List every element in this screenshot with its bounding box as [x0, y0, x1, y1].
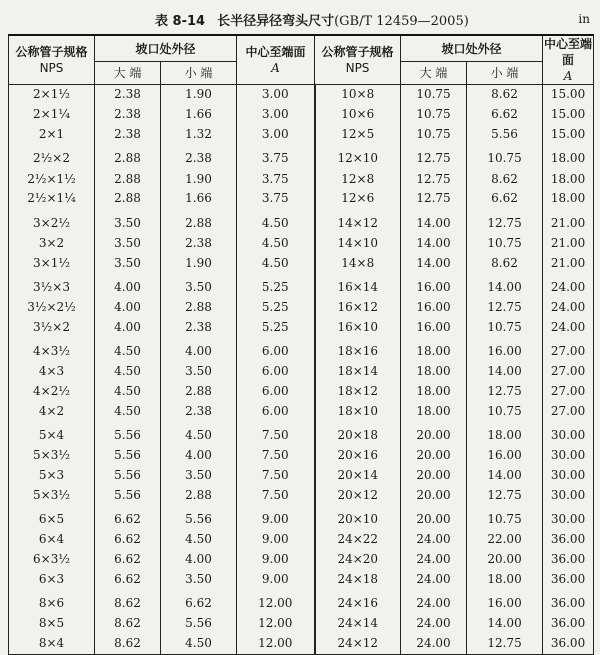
left-nps-cell: 2×1 — [9, 125, 95, 145]
right-center-to-end-cell: 21.00 — [543, 233, 594, 253]
left-center-to-end-cell: 9.00 — [237, 570, 315, 590]
table-row — [9, 634, 594, 655]
left-small-end-cell: 2.88 — [161, 298, 237, 318]
left-small-end-cell: 5.56 — [161, 505, 237, 530]
left-small-end-cell: 3.50 — [161, 362, 237, 382]
left-small-end-cell: 2.88 — [161, 382, 237, 402]
right-large-end-cell: 24.00 — [401, 530, 467, 550]
left-nps-cell: 4×2 — [9, 401, 95, 421]
right-large-end-cell: 16.00 — [401, 273, 467, 298]
left-center-to-end-cell: 9.00 — [237, 550, 315, 570]
unit-label: in — [578, 12, 590, 26]
left-small-end-cell: 2.38 — [161, 317, 237, 337]
right-center-to-end-cell: 36.00 — [543, 634, 594, 655]
left-center-to-end-cell: 7.50 — [237, 466, 315, 486]
left-center-to-end-cell: 7.50 — [237, 446, 315, 466]
left-center-to-end-cell: 6.00 — [237, 337, 315, 362]
right-nps-cell: 24×14 — [315, 614, 401, 634]
left-center-to-end-cell: 12.00 — [237, 589, 315, 614]
left-large-end-cell: 5.56 — [95, 421, 161, 446]
header-od-right: 坡口处外径 — [401, 35, 543, 62]
table-number: 表 8-14 — [155, 14, 206, 29]
left-nps-cell: 6×3½ — [9, 550, 95, 570]
left-nps-cell: 2×1¼ — [9, 105, 95, 125]
left-small-end-cell: 1.66 — [161, 189, 237, 209]
right-large-end-cell: 24.00 — [401, 570, 467, 590]
left-center-to-end-cell: 6.00 — [237, 382, 315, 402]
right-large-end-cell: 24.00 — [401, 614, 467, 634]
right-large-end-cell: 18.00 — [401, 382, 467, 402]
right-center-to-end-cell: 21.00 — [543, 209, 594, 234]
right-small-end-cell: 6.62 — [467, 189, 543, 209]
left-large-end-cell: 2.38 — [95, 85, 161, 105]
header-large-end-right: 大 端 — [401, 62, 467, 85]
left-center-to-end-cell: 6.00 — [237, 362, 315, 382]
right-small-end-cell: 12.75 — [467, 298, 543, 318]
right-center-to-end-cell: 30.00 — [543, 446, 594, 466]
table-row — [9, 85, 594, 105]
left-large-end-cell: 5.56 — [95, 485, 161, 505]
right-center-to-end-cell: 15.00 — [543, 125, 594, 145]
table-row — [9, 485, 594, 505]
left-large-end-cell: 6.62 — [95, 505, 161, 530]
left-large-end-cell: 4.50 — [95, 337, 161, 362]
right-small-end-cell: 22.00 — [467, 530, 543, 550]
right-center-to-end-cell: 18.00 — [543, 145, 594, 170]
left-center-to-end-cell: 3.00 — [237, 105, 315, 125]
table-row — [9, 169, 594, 189]
left-large-end-cell: 8.62 — [95, 634, 161, 655]
right-small-end-cell: 18.00 — [467, 570, 543, 590]
right-large-end-cell: 20.00 — [401, 446, 467, 466]
left-nps-cell: 5×3½ — [9, 446, 95, 466]
right-center-to-end-cell: 30.00 — [543, 485, 594, 505]
left-small-end-cell: 3.50 — [161, 466, 237, 486]
table-row — [9, 466, 594, 486]
left-center-to-end-cell: 3.75 — [237, 145, 315, 170]
right-center-to-end-cell: 18.00 — [543, 169, 594, 189]
left-nps-cell: 5×3 — [9, 466, 95, 486]
left-center-to-end-cell: 5.25 — [237, 298, 315, 318]
right-large-end-cell: 16.00 — [401, 298, 467, 318]
left-large-end-cell: 2.38 — [95, 125, 161, 145]
right-center-to-end-cell: 27.00 — [543, 337, 594, 362]
left-nps-cell: 8×6 — [9, 589, 95, 614]
left-large-end-cell: 8.62 — [95, 614, 161, 634]
right-small-end-cell: 14.00 — [467, 466, 543, 486]
right-center-to-end-cell: 24.00 — [543, 298, 594, 318]
right-large-end-cell: 10.75 — [401, 125, 467, 145]
right-small-end-cell: 16.00 — [467, 589, 543, 614]
right-large-end-cell: 18.00 — [401, 337, 467, 362]
right-nps-cell: 18×12 — [315, 382, 401, 402]
table-row — [9, 337, 594, 362]
left-nps-cell: 4×3½ — [9, 337, 95, 362]
right-center-to-end-cell: 27.00 — [543, 401, 594, 421]
table-row — [9, 550, 594, 570]
left-small-end-cell: 2.38 — [161, 145, 237, 170]
right-nps-cell: 20×12 — [315, 485, 401, 505]
right-small-end-cell: 16.00 — [467, 446, 543, 466]
right-small-end-cell: 10.75 — [467, 505, 543, 530]
left-nps-cell: 3½×3 — [9, 273, 95, 298]
table-row — [9, 614, 594, 634]
left-center-to-end-cell: 7.50 — [237, 421, 315, 446]
left-nps-cell: 3½×2½ — [9, 298, 95, 318]
left-nps-cell: 5×4 — [9, 421, 95, 446]
left-center-to-end-cell: 7.50 — [237, 485, 315, 505]
right-nps-cell: 24×12 — [315, 634, 401, 655]
left-center-to-end-cell: 9.00 — [237, 505, 315, 530]
right-nps-cell: 12×8 — [315, 169, 401, 189]
table-row — [9, 382, 594, 402]
left-large-end-cell: 3.50 — [95, 253, 161, 273]
table-caption — [0, 8, 600, 30]
left-small-end-cell: 3.50 — [161, 570, 237, 590]
left-large-end-cell: 3.50 — [95, 209, 161, 234]
right-nps-cell: 16×12 — [315, 298, 401, 318]
right-large-end-cell: 12.75 — [401, 189, 467, 209]
right-nps-cell: 18×16 — [315, 337, 401, 362]
left-large-end-cell: 6.62 — [95, 570, 161, 590]
left-large-end-cell: 3.50 — [95, 233, 161, 253]
left-center-to-end-cell: 3.75 — [237, 169, 315, 189]
right-center-to-end-cell: 36.00 — [543, 550, 594, 570]
left-large-end-cell: 4.50 — [95, 362, 161, 382]
right-nps-cell: 12×5 — [315, 125, 401, 145]
left-large-end-cell: 8.62 — [95, 589, 161, 614]
right-large-end-cell: 10.75 — [401, 85, 467, 105]
right-small-end-cell: 10.75 — [467, 145, 543, 170]
left-large-end-cell: 5.56 — [95, 446, 161, 466]
right-small-end-cell: 16.00 — [467, 337, 543, 362]
right-large-end-cell: 18.00 — [401, 401, 467, 421]
table-row — [9, 317, 594, 337]
right-small-end-cell: 8.62 — [467, 85, 543, 105]
right-nps-cell: 24×16 — [315, 589, 401, 614]
right-large-end-cell: 18.00 — [401, 362, 467, 382]
left-large-end-cell: 2.88 — [95, 145, 161, 170]
right-center-to-end-cell: 21.00 — [543, 253, 594, 273]
left-nps-cell: 3×1½ — [9, 253, 95, 273]
right-large-end-cell: 20.00 — [401, 505, 467, 530]
left-large-end-cell: 2.88 — [95, 189, 161, 209]
table-row — [9, 589, 594, 614]
left-large-end-cell: 6.62 — [95, 550, 161, 570]
right-nps-cell: 24×20 — [315, 550, 401, 570]
left-large-end-cell: 2.88 — [95, 169, 161, 189]
table-row — [9, 189, 594, 209]
right-center-to-end-cell: 36.00 — [543, 570, 594, 590]
table-row — [9, 145, 594, 170]
table-row — [9, 298, 594, 318]
left-nps-cell: 6×5 — [9, 505, 95, 530]
right-small-end-cell: 12.75 — [467, 485, 543, 505]
left-large-end-cell: 4.50 — [95, 382, 161, 402]
left-center-to-end-cell: 5.25 — [237, 317, 315, 337]
left-center-to-end-cell: 12.00 — [237, 634, 315, 655]
left-small-end-cell: 1.66 — [161, 105, 237, 125]
left-small-end-cell: 4.50 — [161, 530, 237, 550]
right-center-to-end-cell: 27.00 — [543, 362, 594, 382]
right-nps-cell: 24×22 — [315, 530, 401, 550]
right-center-to-end-cell: 18.00 — [543, 189, 594, 209]
left-large-end-cell: 2.38 — [95, 105, 161, 125]
left-center-to-end-cell: 9.00 — [237, 530, 315, 550]
right-small-end-cell: 10.75 — [467, 233, 543, 253]
right-small-end-cell: 12.75 — [467, 382, 543, 402]
table-row — [9, 105, 594, 125]
left-nps-cell: 3×2½ — [9, 209, 95, 234]
table-row — [9, 401, 594, 421]
right-center-to-end-cell: 15.00 — [543, 105, 594, 125]
right-large-end-cell: 14.00 — [401, 253, 467, 273]
left-nps-cell: 3½×2 — [9, 317, 95, 337]
right-small-end-cell: 12.75 — [467, 634, 543, 655]
left-large-end-cell: 6.62 — [95, 530, 161, 550]
table-row — [9, 505, 594, 530]
table-row — [9, 209, 594, 234]
right-large-end-cell: 24.00 — [401, 589, 467, 614]
left-center-to-end-cell: 6.00 — [237, 401, 315, 421]
right-small-end-cell: 5.56 — [467, 125, 543, 145]
right-small-end-cell: 14.00 — [467, 614, 543, 634]
right-nps-cell: 20×18 — [315, 421, 401, 446]
right-nps-cell: 14×12 — [315, 209, 401, 234]
left-nps-cell: 4×3 — [9, 362, 95, 382]
left-center-to-end-cell: 3.00 — [237, 85, 315, 105]
header-large-end-left: 大 端 — [95, 62, 161, 85]
right-nps-cell: 24×18 — [315, 570, 401, 590]
left-small-end-cell: 1.90 — [161, 253, 237, 273]
right-nps-cell: 20×14 — [315, 466, 401, 486]
right-center-to-end-cell: 30.00 — [543, 466, 594, 486]
header-small-end-left: 小 端 — [161, 62, 237, 85]
left-small-end-cell: 1.90 — [161, 85, 237, 105]
left-nps-cell: 6×3 — [9, 570, 95, 590]
right-large-end-cell: 10.75 — [401, 105, 467, 125]
left-nps-cell: 2½×1¼ — [9, 189, 95, 209]
right-center-to-end-cell: 36.00 — [543, 530, 594, 550]
left-small-end-cell: 2.38 — [161, 233, 237, 253]
table-row — [9, 421, 594, 446]
table-title-text: 长半径异径弯头尺寸 — [217, 14, 335, 29]
left-center-to-end-cell: 4.50 — [237, 209, 315, 234]
right-nps-cell: 20×10 — [315, 505, 401, 530]
right-nps-cell: 14×10 — [315, 233, 401, 253]
table-row — [9, 446, 594, 466]
table-row — [9, 530, 594, 550]
right-nps-cell: 14×8 — [315, 253, 401, 273]
left-small-end-cell: 1.90 — [161, 169, 237, 189]
table-row — [9, 125, 594, 145]
right-large-end-cell: 12.75 — [401, 169, 467, 189]
left-center-to-end-cell: 5.25 — [237, 273, 315, 298]
right-small-end-cell: 12.75 — [467, 209, 543, 234]
table-row — [9, 570, 594, 590]
left-small-end-cell: 4.50 — [161, 634, 237, 655]
right-nps-cell: 10×8 — [315, 85, 401, 105]
right-large-end-cell: 14.00 — [401, 209, 467, 234]
table-row — [9, 362, 594, 382]
right-small-end-cell: 6.62 — [467, 105, 543, 125]
right-center-to-end-cell: 30.00 — [543, 421, 594, 446]
left-large-end-cell: 4.00 — [95, 298, 161, 318]
left-large-end-cell: 4.00 — [95, 317, 161, 337]
left-small-end-cell: 4.00 — [161, 337, 237, 362]
left-nps-cell: 8×5 — [9, 614, 95, 634]
table-row — [9, 253, 594, 273]
header-od-left: 坡口处外径 — [95, 35, 237, 62]
right-center-to-end-cell: 36.00 — [543, 589, 594, 614]
left-nps-cell: 5×3½ — [9, 485, 95, 505]
left-small-end-cell: 6.62 — [161, 589, 237, 614]
right-large-end-cell: 20.00 — [401, 421, 467, 446]
left-nps-cell: 6×4 — [9, 530, 95, 550]
right-nps-cell: 20×16 — [315, 446, 401, 466]
left-nps-cell: 2×1½ — [9, 85, 95, 105]
right-small-end-cell: 20.00 — [467, 550, 543, 570]
right-small-end-cell: 8.62 — [467, 253, 543, 273]
left-nps-cell: 2½×2 — [9, 145, 95, 170]
header-center-left: 中心至端面 A — [237, 35, 315, 85]
left-center-to-end-cell: 4.50 — [237, 253, 315, 273]
right-large-end-cell: 24.00 — [401, 634, 467, 655]
left-center-to-end-cell: 3.00 — [237, 125, 315, 145]
right-nps-cell: 10×6 — [315, 105, 401, 125]
left-large-end-cell: 4.00 — [95, 273, 161, 298]
left-small-end-cell: 2.88 — [161, 485, 237, 505]
header-nps-left: 公称管子规格 NPS — [9, 35, 95, 85]
table-standard: (GB/T 12459—2005) — [334, 14, 469, 29]
right-nps-cell: 12×10 — [315, 145, 401, 170]
right-nps-cell: 12×6 — [315, 189, 401, 209]
right-small-end-cell: 14.00 — [467, 273, 543, 298]
left-small-end-cell: 4.00 — [161, 550, 237, 570]
table-row — [9, 233, 594, 253]
left-nps-cell: 2½×1½ — [9, 169, 95, 189]
right-center-to-end-cell: 24.00 — [543, 273, 594, 298]
right-small-end-cell: 14.00 — [467, 362, 543, 382]
left-small-end-cell: 5.56 — [161, 614, 237, 634]
right-large-end-cell: 20.00 — [401, 466, 467, 486]
right-small-end-cell: 10.75 — [467, 317, 543, 337]
table-title — [155, 10, 469, 29]
left-small-end-cell: 2.88 — [161, 209, 237, 234]
left-small-end-cell: 3.50 — [161, 273, 237, 298]
right-center-to-end-cell: 30.00 — [543, 505, 594, 530]
left-nps-cell: 3×2 — [9, 233, 95, 253]
left-small-end-cell: 2.38 — [161, 401, 237, 421]
right-large-end-cell: 16.00 — [401, 317, 467, 337]
left-small-end-cell: 4.50 — [161, 421, 237, 446]
left-center-to-end-cell: 3.75 — [237, 189, 315, 209]
left-nps-cell: 4×2½ — [9, 382, 95, 402]
header-center-right: 中心至端面 A — [544, 37, 593, 83]
header-small-end-right: 小 端 — [467, 62, 543, 85]
left-large-end-cell: 4.50 — [95, 401, 161, 421]
table-header — [9, 35, 594, 85]
right-center-to-end-cell: 24.00 — [543, 317, 594, 337]
right-large-end-cell: 24.00 — [401, 550, 467, 570]
left-small-end-cell: 4.00 — [161, 446, 237, 466]
left-large-end-cell: 5.56 — [95, 466, 161, 486]
right-small-end-cell: 8.62 — [467, 169, 543, 189]
right-nps-cell: 18×14 — [315, 362, 401, 382]
elbow-dimension-table — [8, 34, 594, 655]
left-nps-cell: 8×4 — [9, 634, 95, 655]
left-small-end-cell: 1.32 — [161, 125, 237, 145]
right-small-end-cell: 10.75 — [467, 401, 543, 421]
right-nps-cell: 18×10 — [315, 401, 401, 421]
right-nps-cell: 16×10 — [315, 317, 401, 337]
header-nps-right: 公称管子规格 NPS — [315, 35, 401, 85]
left-center-to-end-cell: 12.00 — [237, 614, 315, 634]
table-body — [9, 85, 594, 655]
table-row — [9, 273, 594, 298]
right-nps-cell: 16×14 — [315, 273, 401, 298]
right-large-end-cell: 12.75 — [401, 145, 467, 170]
right-large-end-cell: 20.00 — [401, 485, 467, 505]
right-small-end-cell: 18.00 — [467, 421, 543, 446]
right-center-to-end-cell: 36.00 — [543, 614, 594, 634]
right-center-to-end-cell: 27.00 — [543, 382, 594, 402]
right-large-end-cell: 14.00 — [401, 233, 467, 253]
right-center-to-end-cell: 15.00 — [543, 85, 594, 105]
left-center-to-end-cell: 4.50 — [237, 233, 315, 253]
